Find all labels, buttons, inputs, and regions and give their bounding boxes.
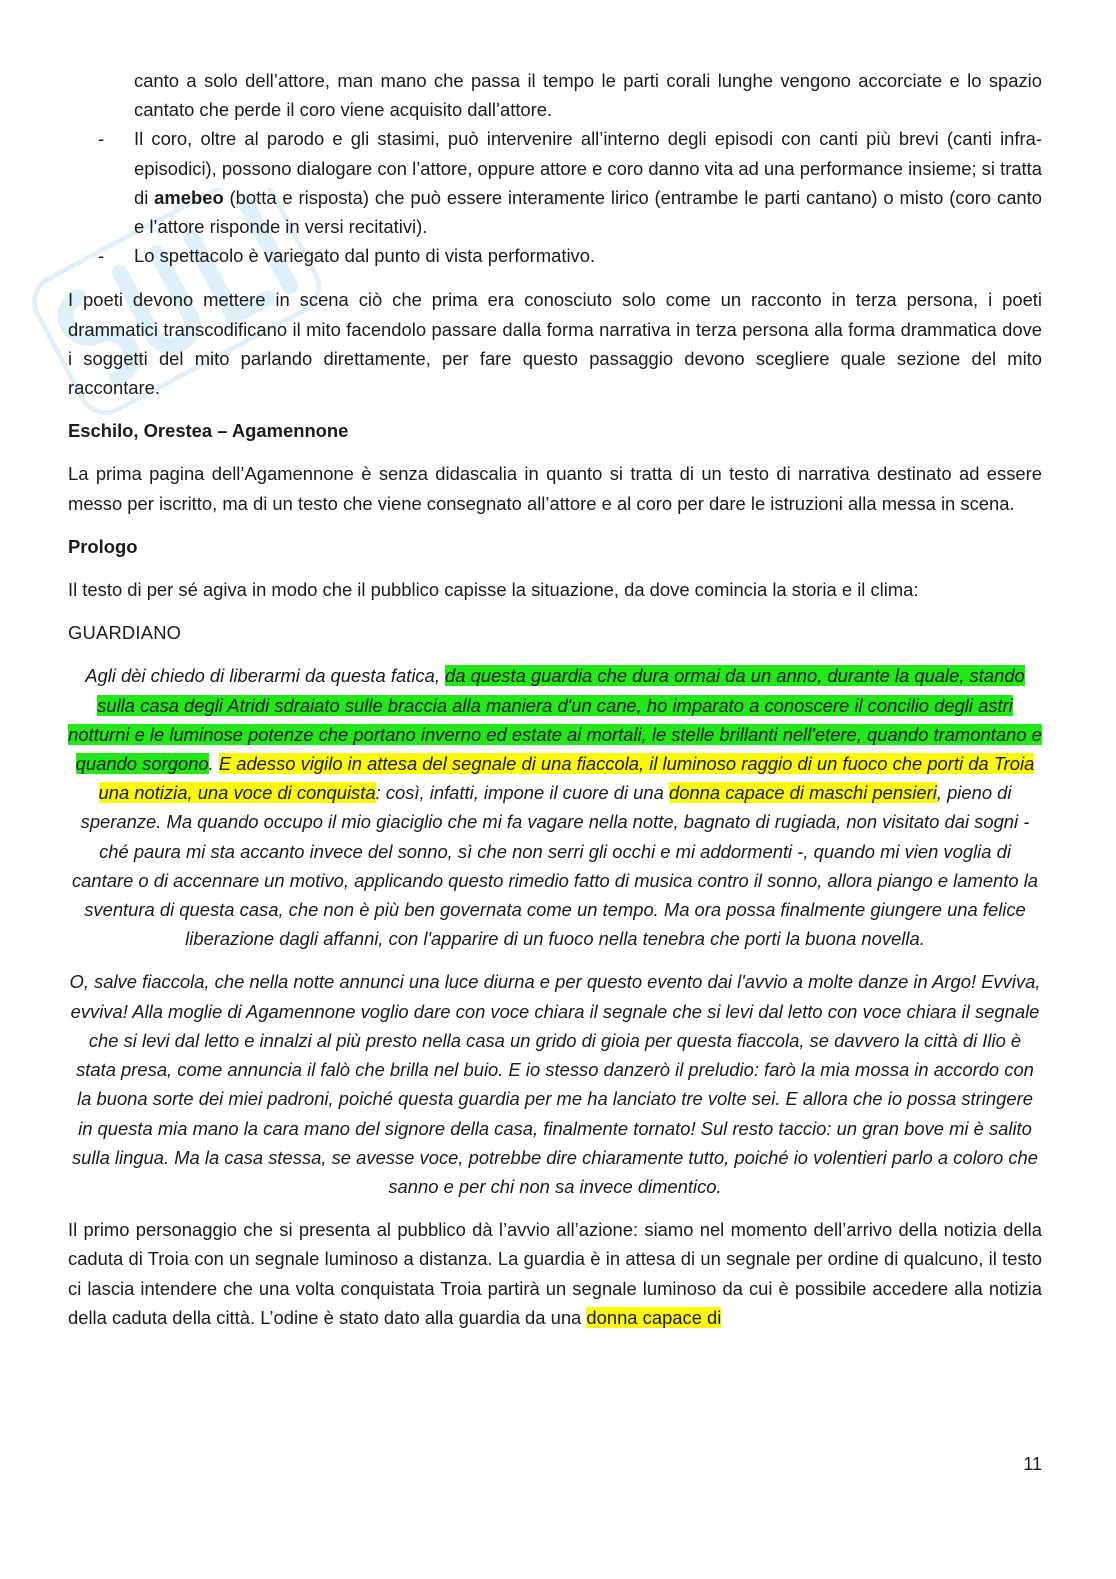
yellow-highlight: donna capace di maschi pensieri [668,782,937,804]
paragraph: Il testo di per sé agiva in modo che il pubblico capisse la situazione, da dove comincia la storia e il clima: [68,579,919,601]
list-item-text: (botta e risposta) che può essere interamente lirico (entrambe le parti cantano) o misto (coro canto e l’attore risponde in versi recitativi). [134,186,1042,238]
paragraph: La prima pagina dell’Agamennone è senza didascalia in quanto si tratta di un testo di narrativa destinato ad essere messo per iscritto, ma di un testo che viene consegnato all’attore e al coro per dare le istruzioni alla messa in scena. [68,463,1042,514]
quote-text: : così, infatti, impone il cuore di una [375,782,669,804]
paragraph [68,1215,1042,1332]
yellow-highlight: E adesso vigilo in attesa del segnale di una fiaccola, il luminoso raggio di un fuoco che porti da Troia una notizia, una voce di conquista [98,753,1035,804]
quote-text: . [208,753,219,775]
bullet-list [68,66,1042,270]
bullet-dash: - [98,128,105,150]
list-item [68,66,1042,124]
list-item-text: canto a solo dell’attore, man mano che passa il tempo le parti corali lunghe vengono accorciate e lo spazio cantato che perde il coro viene acquisito dall’attore. [134,70,1042,121]
list-item [68,124,1042,241]
list-item-text: Il coro, oltre al parodo e gli stasimi, può intervenire all’interno degli episodi con canti più brevi (canti infra-episodici), possono dialogare con l’attore, oppure attore e coro danno vita ad una performance insieme; si tratta di [134,128,1042,208]
section-heading: Prologo [68,535,138,557]
quote-text: , pieno di speranze. Ma quando occupo il mio giaciglio che mi fa vagare nella notte, bagnato di rugiada, non visitato dai sogni - ché paura mi sta accanto invece del sonno, sì che non serri gli occhi e mi addormenti -, quando mi vien voglia di cantare o di accennare un motivo, applicando questo rimedio fatto di musica contro il sonno, allora piango e lamento la sventura di questa casa, che non è più ben governata come un tempo. Ma ora possa finalmente giungere una felice liberazione dagli affanni, con l'apparire di un fuoco nella tenebra che porti la buona novella. [71,782,1039,950]
page-number: 11 [1023,1454,1042,1474]
section-heading: Eschilo, Orestea – Agamennone [68,420,349,442]
quote-text: Agli dèi chiedo di liberarmi da questa fatica, [85,665,446,687]
bullet-dash: - [98,245,105,267]
list-item-text: Lo spettacolo è variegato dal punto di vista performativo. [134,245,596,267]
paragraph-text: Il primo personaggio che si presenta al pubblico dà l’avvio all’azione: siamo nel momento dell’arrivo della notizia della caduta di Troia con un segnale luminoso a distanza. La guardia è in attesa di un segnale per ordine di qualcuno, il testo ci lascia intendere che una volta conquistata Troia partirà un segnale luminoso da cui è possibile accedere alla notizia della caduta della città. L’odine è stato dato alla guardia da una [68,1219,1042,1328]
block-quote: O, salve fiaccola, che nella notte annunci una luce diurna e per questo evento dai l'avvio a molte danze in Argo! Evviva, evviva! Alla moglie di Agamennone voglio dare con voce chiara il segnale che si levi dal letto con voce chiara il segnale che si levi dal letto e innalzi al più presto nella casa un grido di gioia per questa fiaccola, se davvero la città di Ilio è stata presa, come annuncia il falò che brilla nel buio. E io stesso danzerò il preludio: farò la mia mossa in accordo con la buona sorte dei miei padroni, poiché questa guardia per me ha lanciato tre volte sei. E allora che io possa stringere in questa mia mano la cara mano del signore della casa, finalmente tornato! Sul resto taccio: un gran bove mi è salito sulla lingua. Ma la casa stessa, se avesse voce, potrebbe dire chiaramente tutto, poiché io volentieri parlo a coloro che sanno e per chi non sa invece dimentico. [69,971,1041,1197]
document-page [68,66,1042,1332]
bold-term: amebeo [154,186,224,208]
speaker-label: GUARDIANO [68,622,182,644]
paragraph: I poeti devono mettere in scena ciò che prima era conosciuto solo come un racconto in terza persona, i poeti drammatici transcodificano il mito facendolo passare dalla forma narrativa in terza persona alla forma drammatica dove i soggetti del mito parlando direttamente, per fare questo passaggio devono scegliere quale sezione del mito raccontare. [68,289,1042,399]
list-item [68,241,1042,270]
yellow-highlight: donna capace di [586,1306,722,1328]
green-highlight: da questa guardia che dura ormai da un anno, durante la quale, stando sulla casa degli Atridi sdraiato sulle braccia alla maniera d'un cane, ho imparato a conoscere il concilio degli astri notturni e le luminose potenze che portano inverno ed estate ai mortali, le stelle brillanti nell'etere, quando tramontano e quando sorgono [68,665,1042,775]
block-quote [68,661,1042,953]
